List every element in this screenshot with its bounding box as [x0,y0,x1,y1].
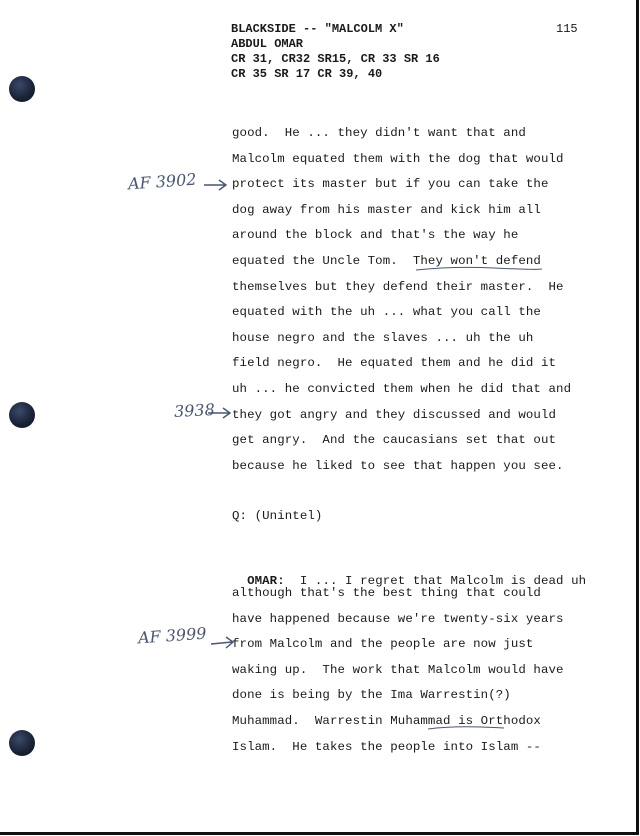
transcript-line: Islam. He takes the people into Islam -- [232,739,541,754]
handwritten-tape-code-3938: 3938 [173,399,216,422]
transcript-line: field negro. He equated them and he did it [232,356,557,371]
transcript-line: have happened because we're twenty-six years [232,611,564,626]
transcript-line: get angry. And the caucasians set that out [232,433,557,448]
binder-hole-bottom [9,730,35,756]
transcript-line: good. He ... they didn't want that and [232,126,526,140]
transcript-line: themselves but they defend their master. He [232,279,564,294]
transcript-line: dog away from his master and kick him all [232,202,541,217]
speaker-label: OMAR: [247,574,285,588]
header-line: CR 31, CR32 SR15, CR 33 SR 16 [231,52,440,66]
transcript-line: equated the Uncle Tom. They won't defend [232,254,541,268]
binder-hole-top [9,76,35,102]
transcript-line: around the block and that's the way he [232,228,519,243]
document-header [231,22,440,82]
binder-hole-middle [9,402,35,428]
page-number: 115 [556,22,578,36]
handwritten-tape-code-af3902: AF 3902 [127,169,198,194]
header-line: CR 35 SR 17 CR 39, 40 [231,67,383,81]
arrow-icon [203,178,229,192]
transcript-line: Muhammad. Warrestin Muhammad is Orthodox [232,714,541,728]
transcript-line: done is being by the Ima Warrestin(?) [232,688,511,703]
header-line: BLACKSIDE -- "MALCOLM X" [231,22,404,36]
transcript-line: house negro and the slaves ... uh the uh [232,330,534,345]
question-line: Q: (Unintel) [232,509,323,523]
transcript-line: because he liked to see that happen you see. [232,458,564,473]
pencil-underline-mark [426,724,506,734]
transcript-line: waking up. The work that Malcolm would have [232,662,564,677]
handwritten-tape-code-af3999: AF 3999 [137,623,208,648]
header-line: ABDUL OMAR [231,37,304,51]
transcript-line: uh ... he convicted them when he did that and [232,382,572,396]
transcript-line: from Malcolm and the people are now just [232,637,534,652]
transcript-line: they got angry and they discussed and would [232,407,557,422]
arrow-icon [207,406,233,420]
omar-first-line [232,560,586,588]
omar-first-line-text: I ... I regret that Malcolm is dead uh [284,574,587,588]
transcript-line: equated with the uh ... what you call the [232,305,541,320]
pencil-underline-mark [414,264,544,274]
transcript-line: Malcolm equated them with the dog that would [232,151,564,166]
transcript-line: although that's the best thing that could [232,586,541,600]
transcript-line: protect its master but if you can take the [232,177,549,192]
arrow-icon [210,635,236,651]
